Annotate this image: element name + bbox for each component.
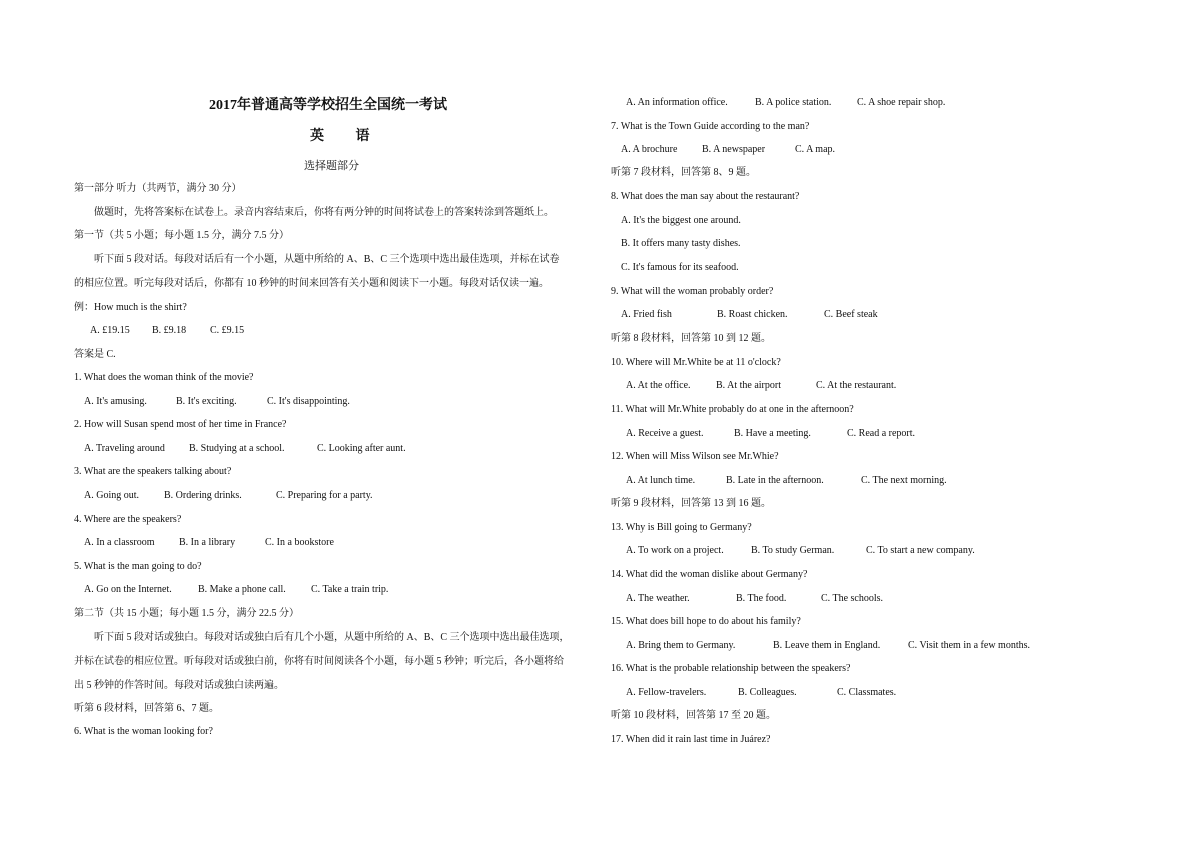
exam-title: 2017年普通高等学校招生全国统一考试 (209, 98, 447, 113)
sec2-heading: 第二节（共 15 小题；每小题 1.5 分，满分 22.5 分） (74, 608, 299, 619)
option: C. It's disappointing. (267, 396, 350, 407)
question-16: 16. What is the probable relationship between the speakers? (611, 663, 851, 674)
option: C. Visit them in a few months. (908, 640, 1030, 651)
material-6-label: 听第 6 段材料，回答第 6、7 题。 (74, 703, 219, 714)
option: C. Take a train trip. (311, 584, 389, 595)
sec1-instruction-line2: 的相应位置。听完每段对话后，你都有 10 秒钟的时间来回答有关小题和阅读下一小题。每段对话仅读一遍。 (74, 278, 549, 289)
option: C. £9.15 (210, 325, 245, 336)
option: A. Go on the Internet. (84, 584, 172, 595)
option: B. In a library (179, 537, 236, 548)
question-3: 3. What are the speakers talking about? (74, 466, 232, 477)
option: B. It's exciting. (176, 396, 237, 407)
question-7: 7. What is the Town Guide according to the man? (611, 121, 810, 132)
section-label: 选择题部分 (304, 160, 359, 172)
option: B. Leave them in England. (773, 640, 881, 651)
question-6-options (626, 97, 945, 109)
question-2: 2. How will Susan spend most of her time in France? (74, 419, 287, 430)
question-10-options (626, 380, 896, 392)
question-16-options (626, 687, 896, 699)
option: B. The food. (736, 593, 787, 604)
question-4-options (84, 537, 334, 549)
option: C. Beef steak (824, 309, 878, 320)
option: B. A newspaper (702, 144, 766, 155)
option: A. A brochure (621, 144, 678, 155)
example-question: 例：How much is the shirt? (74, 302, 187, 313)
question-13: 13. Why is Bill going to Germany? (611, 522, 752, 533)
question-9-options (621, 309, 878, 321)
question-11: 11. What will Mr.White probably do at one in the afternoon? (611, 404, 854, 415)
option: A. Fried fish (621, 309, 672, 320)
question-1-options (84, 396, 350, 408)
question-1: 1. What does the woman think of the movie? (74, 372, 254, 383)
sec1-instruction-line1: 听下面 5 段对话。每段对话后有一个小题，从题中所给的 A、B、C 三个选项中选出最佳选项，并标在试卷 (94, 254, 560, 265)
sec2-instruction-line2: 并标在试卷的相应位置。听每段对话或独白前，你将有时间阅读各个小题，每小题 5 秒钟；听完后，各小题将给 (74, 656, 564, 667)
option: A. In a classroom (84, 537, 155, 548)
question-6: 6. What is the woman looking for? (74, 726, 213, 737)
question-14-options (626, 593, 883, 605)
example-answer: 答案是 C. (74, 349, 116, 360)
sec2-instruction-line1: 听下面 5 段对话或独白。每段对话或独白后有几个小题，从题中所给的 A、B、C 三个选项中选出最佳选项， (94, 632, 570, 643)
option: C. Looking after aunt. (317, 443, 406, 454)
option: A. At the office. (626, 380, 691, 391)
question-8: 8. What does the man say about the restaurant? (611, 191, 800, 202)
option: B. At the airport (716, 380, 781, 391)
question-2-options (84, 443, 406, 455)
material-9-label: 听第 9 段材料，回答第 13 到 16 题。 (611, 498, 771, 509)
option: C. Preparing for a party. (276, 490, 373, 501)
option: B. A police station. (755, 97, 832, 108)
question-5-options (84, 584, 388, 596)
option: C. Read a report. (847, 428, 916, 439)
question-12-options (626, 475, 947, 487)
option: C. The next morning. (861, 475, 947, 486)
option: C. A shoe repair shop. (857, 97, 946, 108)
question-17: 17. When did it rain last time in Juárez? (611, 734, 771, 745)
option: A. It's amusing. (84, 396, 147, 407)
option: B. Ordering drinks. (164, 490, 242, 501)
option: C. A map. (795, 144, 836, 155)
option: A. To work on a project. (626, 545, 724, 556)
option: C. At the restaurant. (816, 380, 897, 391)
question-10: 10. Where will Mr.White be at 11 o'clock? (611, 357, 781, 368)
option: C. The schools. (821, 593, 884, 604)
material-7-label: 听第 7 段材料，回答第 8、9 题。 (611, 167, 756, 178)
material-8-label: 听第 8 段材料，回答第 10 到 12 题。 (611, 333, 771, 344)
question-3-options (84, 490, 373, 502)
question-13-options (626, 545, 975, 557)
question-8-option-b: B. It offers many tasty dishes. (621, 238, 741, 249)
part1-heading: 第一部分 听力（共两节，满分 30 分） (74, 183, 242, 194)
option: A. At lunch time. (626, 475, 696, 486)
sec1-heading: 第一节（共 5 小题；每小题 1.5 分，满分 7.5 分） (74, 230, 289, 241)
option: A. £19.15 (90, 325, 130, 336)
option: A. Going out. (84, 490, 139, 501)
question-15-options (626, 640, 1030, 652)
option: A. An information office. (626, 97, 728, 108)
question-8-option-c: C. It's famous for its seafood. (621, 262, 739, 273)
question-8-option-a: A. It's the biggest one around. (621, 215, 741, 226)
option: A. The weather. (626, 593, 690, 604)
option: B. To study German. (751, 545, 835, 556)
example-options (90, 325, 244, 337)
question-14: 14. What did the woman dislike about Germany? (611, 569, 808, 580)
option: C. To start a new company. (866, 545, 975, 556)
option: B. Roast chicken. (717, 309, 788, 320)
material-10-label: 听第 10 段材料，回答第 17 至 20 题。 (611, 710, 776, 721)
option: A. Bring them to Germany. (626, 640, 736, 651)
part1-intro: 做题时，先将答案标在试卷上。录音内容结束后，你将有两分钟的时间将试卷上的答案转涂到答题纸上。 (94, 207, 554, 218)
subject-title: 英 语 (310, 129, 384, 144)
option: B. £9.18 (152, 325, 187, 336)
sec2-instruction-line3: 出 5 秒钟的作答时间。每段对话或独白读两遍。 (74, 680, 284, 691)
option: C. Classmates. (837, 687, 897, 698)
option: A. Receive a guest. (626, 428, 704, 439)
option: B. Colleagues. (738, 687, 797, 698)
option: A. Fellow-travelers. (626, 687, 707, 698)
question-7-options (621, 144, 835, 156)
option: B. Make a phone call. (198, 584, 286, 595)
question-9: 9. What will the woman probably order? (611, 286, 774, 297)
option: B. Late in the afternoon. (726, 475, 824, 486)
question-11-options (626, 428, 915, 440)
question-15: 15. What does bill hope to do about his family? (611, 616, 801, 627)
option: C. In a bookstore (265, 537, 334, 548)
question-12: 12. When will Miss Wilson see Mr.Whie? (611, 451, 779, 462)
question-4: 4. Where are the speakers? (74, 514, 182, 525)
option: B. Studying at a school. (189, 443, 285, 454)
option: A. Traveling around (84, 443, 165, 454)
option: B. Have a meeting. (734, 428, 811, 439)
question-5: 5. What is the man going to do? (74, 561, 202, 572)
